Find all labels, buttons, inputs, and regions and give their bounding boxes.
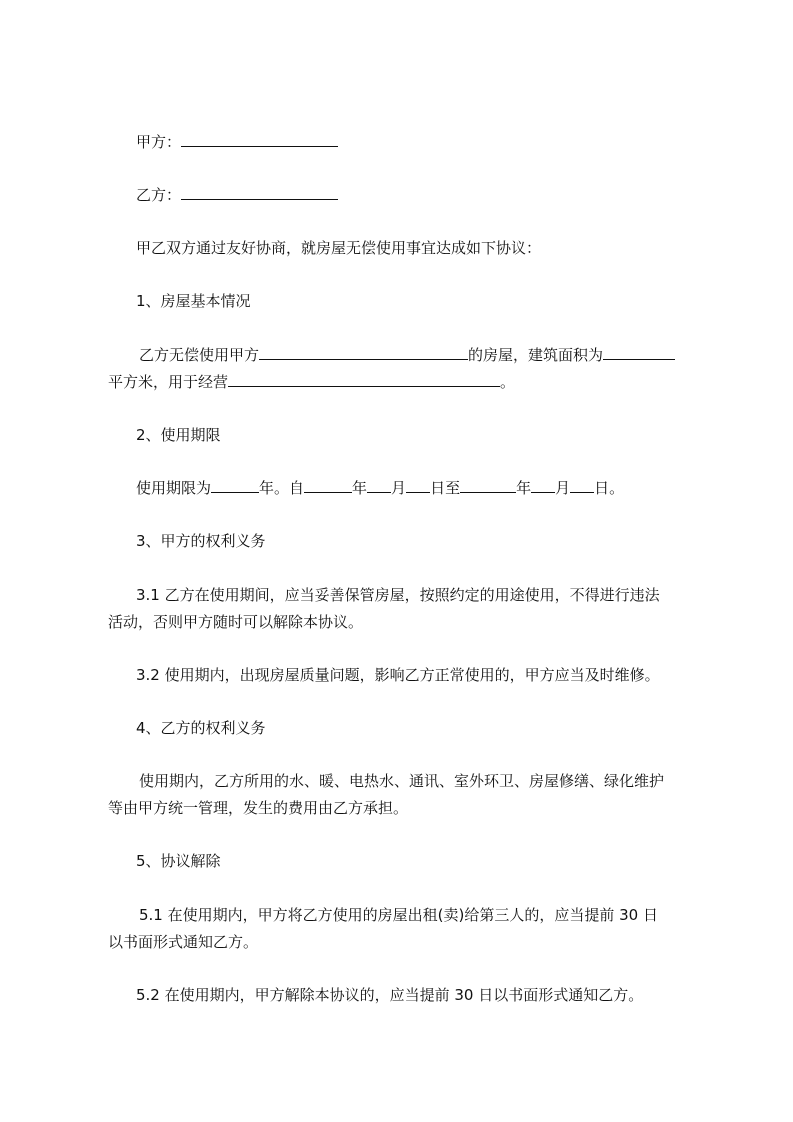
s2-text-b: 年。自 [259,479,305,497]
section-3-heading: 3、甲方的权利义务 [136,532,266,550]
s2-text-h: 日。 [594,479,625,497]
start-day-blank[interactable] [406,478,430,493]
clause-5-1-line-2: 以书面形式通知乙方。 [108,933,259,951]
section-4-heading: 4、乙方的权利义务 [136,719,266,737]
s1-text-a: 乙方无偿使用甲方 [139,346,260,364]
clause-5-1-line-1: 5.1 在使用期内，甲方将乙方使用的房屋出租(卖)给第三人的，应当提前 30 日 [139,906,658,924]
end-day-blank[interactable] [570,478,594,493]
s2-text-f: 年 [516,479,532,497]
section-4-line-1: 使用期内，乙方所用的水、暖、电热水、通讯、室外环卫、房屋修缮、绿化维护 [139,772,665,790]
section-1-line-2 [108,372,701,392]
start-year-blank[interactable] [304,478,352,493]
clause-3-1-line-2: 活动，否则甲方随时可以解除本协议。 [108,613,364,631]
section-2-heading: 2、使用期限 [136,426,221,444]
section-5-heading: 5、协议解除 [136,852,221,870]
s2-text-a: 使用期限为 [136,479,212,497]
party-a-blank[interactable] [181,132,338,147]
s1-text-c: 平方米，用于经营 [108,373,229,391]
s1-text-d: 。 [500,373,516,391]
s1-text-b: 的房屋，建筑面积为 [468,346,604,364]
clause-5-2: 5.2 在使用期内，甲方解除本协议的，应当提前 30 日以书面形式通知乙方。 [136,986,644,1004]
section-4-line-2: 等由甲方统一管理，发生的费用由乙方承担。 [108,799,409,817]
party-b-label: 乙方： [136,186,182,204]
s2-text-e: 日至 [430,479,461,497]
party-b-line [108,185,701,205]
s2-text-c: 年 [352,479,368,497]
intro-paragraph: 甲乙双方通过友好协商，就房屋无偿使用事宜达成如下协议： [136,239,542,257]
section-2-line [108,478,701,498]
clause-3-1-line-1: 3.1 乙方在使用期间，应当妥善保管房屋，按照约定的用途使用，不得进行违法 [136,586,660,604]
area-blank[interactable] [603,345,675,360]
start-month-blank[interactable] [367,478,391,493]
term-years-blank[interactable] [211,478,259,493]
end-year-blank[interactable] [460,478,516,493]
business-purpose-blank[interactable] [228,372,500,387]
party-a-line [108,132,701,152]
house-location-blank[interactable] [259,345,468,360]
section-1-heading: 1、房屋基本情况 [136,292,251,310]
party-a-label: 甲方： [136,133,182,151]
party-b-blank[interactable] [181,185,338,200]
s2-text-g: 月 [555,479,571,497]
s2-text-d: 月 [391,479,407,497]
end-month-blank[interactable] [531,478,555,493]
clause-3-2: 3.2 使用期内，出现房屋质量问题，影响乙方正常使用的，甲方应当及时维修。 [136,666,660,684]
section-1-line-1 [108,345,701,365]
